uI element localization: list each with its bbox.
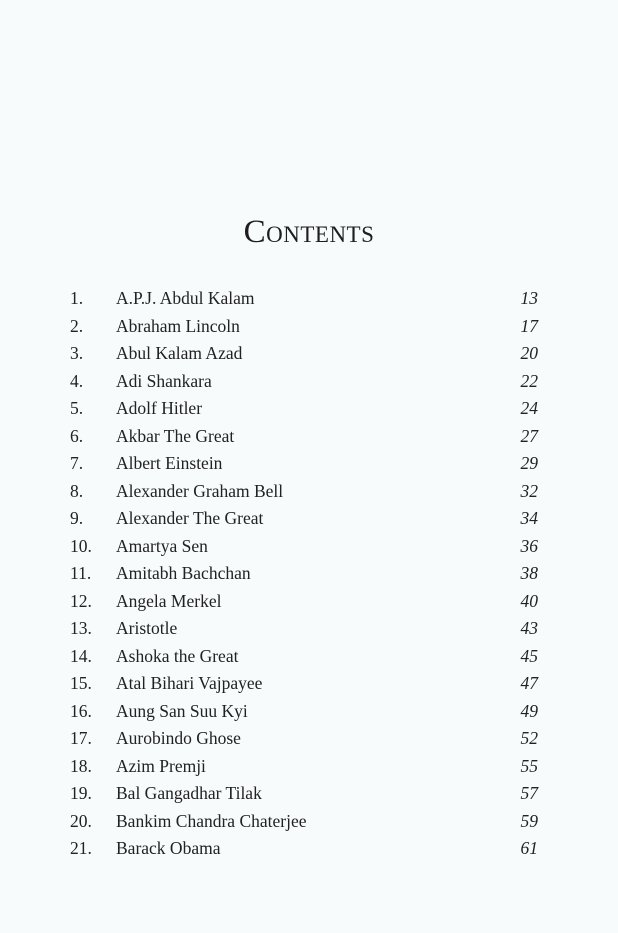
entry-number: 21.: [70, 838, 92, 858]
entry-page-number: 17: [520, 315, 538, 336]
contents-entry: [70, 533, 540, 561]
entry-page-number: 20: [520, 343, 538, 363]
contents-entry: [70, 615, 540, 643]
entry-number: 14.: [70, 645, 92, 666]
entry-page-number: 43: [520, 618, 538, 638]
entry-page-number: 40: [520, 590, 538, 611]
contents-entry: [70, 588, 540, 616]
contents-entry: [70, 643, 540, 671]
contents-entry: [70, 450, 540, 478]
contents-entry: [70, 505, 540, 533]
entry-page-number: 24: [520, 398, 538, 418]
entry-number: 13.: [70, 618, 92, 638]
entry-title: Adi Shankara: [116, 370, 212, 391]
entry-number: 12.: [70, 590, 92, 611]
contents-entry: [70, 340, 540, 368]
entry-title: Azim Premji: [116, 755, 206, 776]
entry-page-number: 45: [520, 645, 538, 666]
entry-number: 7.: [70, 453, 84, 473]
contents-entry: [70, 670, 540, 698]
contents-list: [70, 285, 540, 863]
entry-title: Akbar The Great: [116, 425, 235, 446]
entry-title: Albert Einstein: [116, 453, 223, 473]
contents-entry: [70, 753, 540, 781]
entry-number: 15.: [70, 673, 92, 693]
entry-title: Atal Bihari Vajpayee: [116, 673, 263, 693]
entry-title: Bal Gangadhar Tilak: [116, 783, 262, 803]
entry-number: 6.: [70, 425, 84, 446]
entry-number: 11.: [70, 563, 92, 583]
entry-page-number: 59: [520, 810, 538, 831]
entry-number: 18.: [70, 755, 92, 776]
entry-page-number: 36: [520, 535, 538, 556]
entry-number: 2.: [70, 315, 84, 336]
entry-number: 9.: [70, 508, 84, 528]
entry-title: Barack Obama: [116, 838, 221, 858]
entry-number: 16.: [70, 700, 92, 721]
entry-title: Aristotle: [116, 618, 178, 638]
contents-entry: [70, 560, 540, 588]
entry-page-number: 27: [520, 425, 538, 446]
page-title: Contents: [243, 214, 375, 250]
entry-title: Abraham Lincoln: [116, 315, 240, 336]
entry-number: 20.: [70, 810, 92, 831]
entry-number: 10.: [70, 535, 92, 556]
entry-page-number: 49: [520, 700, 538, 721]
contents-entry: [70, 285, 540, 313]
entry-number: 19.: [70, 783, 92, 803]
entry-title: Aurobindo Ghose: [116, 728, 241, 748]
contents-entry: [70, 835, 540, 863]
contents-entry: [70, 423, 540, 451]
entry-page-number: 61: [520, 838, 538, 858]
contents-entry: [70, 725, 540, 753]
entry-title: Adolf Hitler: [116, 398, 203, 418]
entry-page-number: 38: [520, 563, 538, 583]
contents-entry: [70, 808, 540, 836]
contents-entry: [70, 780, 540, 808]
contents-entry: [70, 368, 540, 396]
entry-title: Abul Kalam Azad: [116, 343, 243, 363]
entry-number: 1.: [70, 288, 84, 308]
entry-page-number: 57: [520, 783, 538, 803]
entry-number: 4.: [70, 370, 84, 391]
entry-title: Alexander Graham Bell: [116, 480, 284, 501]
entry-number: 8.: [70, 480, 84, 501]
entry-page-number: 47: [520, 673, 538, 693]
contents-entry: [70, 698, 540, 726]
entry-page-number: 29: [520, 453, 538, 473]
entry-number: 3.: [70, 343, 84, 363]
entry-title: Bankim Chandra Chaterjee: [116, 810, 307, 831]
entry-title: Alexander The Great: [116, 508, 264, 528]
entry-page-number: 22: [520, 370, 538, 391]
entry-title: Angela Merkel: [116, 590, 222, 611]
entry-number: 5.: [70, 398, 84, 418]
contents-entry: [70, 313, 540, 341]
entry-title: Amartya Sen: [116, 535, 208, 556]
entry-page-number: 52: [520, 728, 538, 748]
entry-page-number: 32: [520, 480, 538, 501]
entry-number: 17.: [70, 728, 92, 748]
entry-page-number: 13: [520, 288, 538, 308]
contents-entry: [70, 395, 540, 423]
entry-title: Amitabh Bachchan: [116, 563, 251, 583]
contents-entry: [70, 478, 540, 506]
entry-page-number: 55: [520, 755, 538, 776]
entry-title: Aung San Suu Kyi: [116, 700, 248, 721]
entry-page-number: 34: [520, 508, 538, 528]
entry-title: A.P.J. Abdul Kalam: [116, 288, 255, 308]
entry-title: Ashoka the Great: [116, 645, 239, 666]
